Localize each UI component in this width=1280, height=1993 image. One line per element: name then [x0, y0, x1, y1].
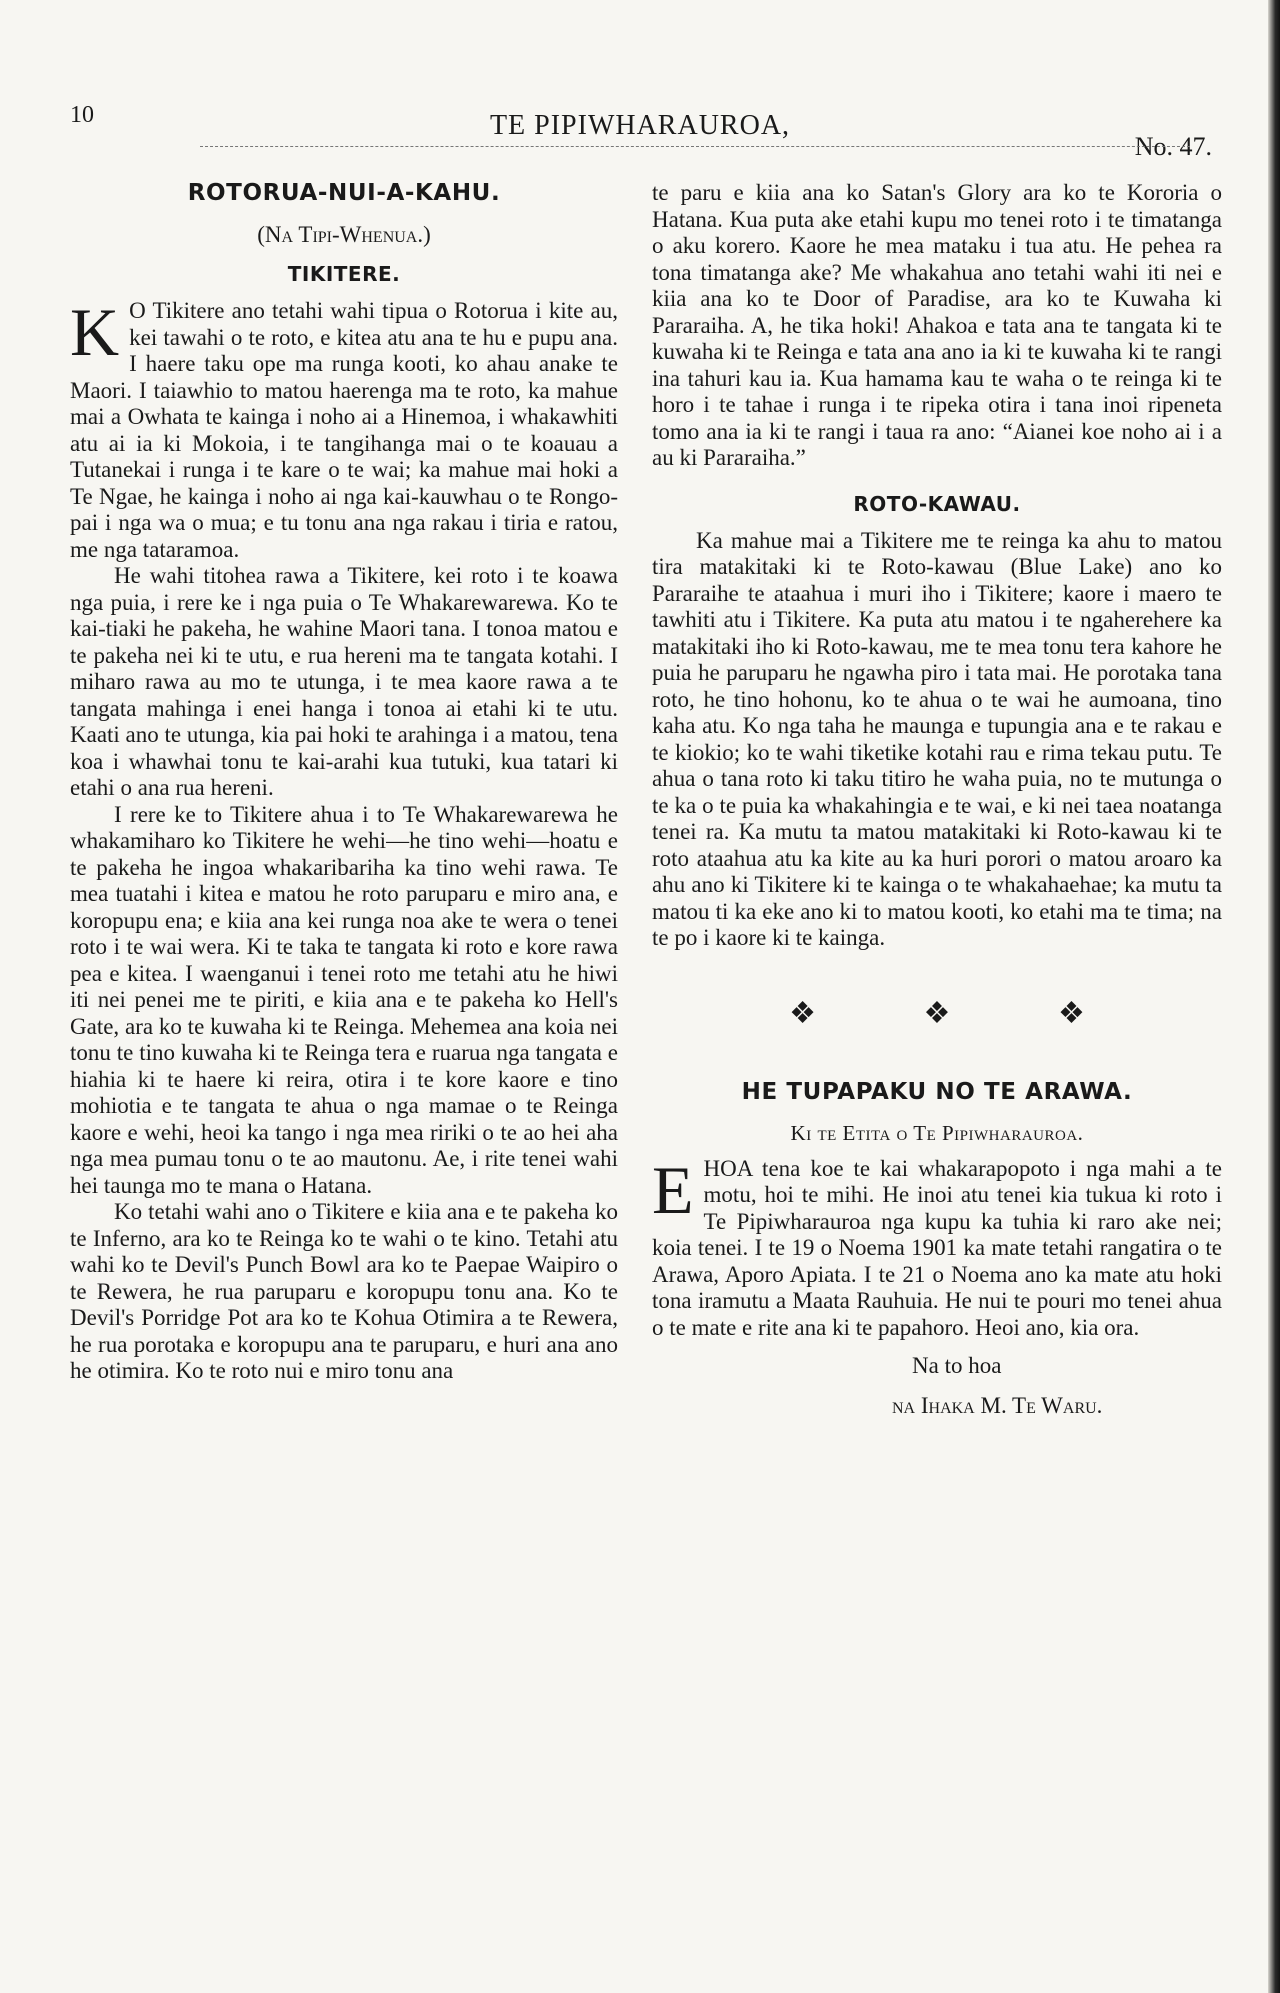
drop-cap: E [652, 1151, 694, 1228]
paragraph: Ka mahue mai a Tikitere me te reinga ka ahu to matou tira matakitaki ki te Roto-kawau (Blue Lake) ano ko Pararaihe te ataahua i muri iho i Tikitere; kaore i maero te tawhiti atu i Tikitere. Ka puta atu matou i te ngaherehere ka matakitaki iho ki Roto-kawau, me te mea tonu tera kahore he puia he paruparu he ngawha piro i tata mai. He porotaka tana roto, he tino hohonu, ko te ahua o te wai he aumoana, tino kaha atu. Ko nga taha he maunga e tupungia ana e te rakau e te kiokio; ko te wahi tiketike kotahi rau e rima tekau putu. Te ahua o tana roto ki taku titiro he waha puia, no te mutunga o te ka o te puia ka whakahingia e te wai, e ki nei taea noatanga tenei ra. Ka mutu ta matou matakitaki ki Roto-kawau ki te roto ataahua atu ka kite au ka huri porori o matou aroaro ka ahu ano ki Tikitere ki te kainga o te whakahaehae; ka mutu ta matou ti ka eke ano ki to matou kooti, ko etahi ma te tima; na te po i kaore ki te kainga. [652, 527, 1222, 950]
signature: na Ihaka M. Te Waru. [892, 1393, 1103, 1418]
paragraph: EHOA tena koe te kai whakarapopoto i nga mahi a te motu, hoi te mihi. He inoi atu tenei kia tukua ki roto i Te Pipiwharauroa nga kupu ka tuhia ki raro ake nei; koia tenei. I te 19 o Noema 1901 ka mate tetahi rangatira o te Arawa, Aporo Apiata. I te 21 o Noema ano ka mate atu hoki tona iramutu a Maata Rauhuia. He nui te pouri mo tenei ahua o te mate e rite ana ki te papahoro. Heoi ano, kia ora. [652, 1151, 1222, 1340]
page-edge-shadow [1268, 0, 1280, 1993]
newspaper-title: TE PIPIWHARAUROA, [489, 110, 791, 141]
section-title-roto-kawau: ROTO-KAWAU. [853, 491, 1021, 516]
paragraph: Ko tetahi wahi ano o Tikitere e kiia ana e te pakeha ko te Inferno, ara ko te Reinga ko te wahi o te kino. Tetahi atu wahi ko te Devil's Punch Bowl ara ko te Paepae Waipiro o te Rewera, he rua paruparu e koropupu tonu ana. Ko te Devil's Porridge Pot ara ko te Kohua Otimira a te Rewera, he rua porotaka e koropupu ana te paruparu, e huri ana ano he otimira. Ko te roto nui e miro tonu ana [70, 1199, 618, 1383]
left-column [70, 180, 618, 1385]
article-title: ROTORUA-NUI-A-KAHU. [187, 180, 501, 206]
paragraph: He wahi titohea rawa a Tikitere, kei roto i te koawa nga puia, i rere ke i nga puia o Te Whakarewarewa. Ko te kai-tiaki he pakeha, he wahine Maori tana. I tonoa matou e te pakeha nei ki te utu, e rua hereni ma te tangata kotahi. I miharo rawa au mo te utunga, i te mea kaore rawa a te tangata mahinga i enei hanga i tonoa ai etahi ki te utu. Kaati ano te utunga, kia pai hoki te arahinga i a matou, tena koa i whawhai tonu te kai-arahi kua tutuki, kua tatari ki etahi o ana rua hereni. [70, 563, 618, 800]
paragraph: K O Tikitere ano tetahi wahi tipua o Rotorua i kite au, kei tawahi o te roto, e kitea atu ana te hu e pupu ana. I haere taku ope ma runga kooti, ko ahau anake te Maori. I taiawhio to matou haerenga ma te roto, ka mahue mai a Owhata te kainga i noho ai a Hinemoa, i whakawhiti atu ai ia ki Mokoia, i te tangihanga mai o te koauau a Tutanekai i runga i te kare o te wai; ka mahue mai hoki a Te Ngae, he kainga i noho ai nga kai-kauwhau o te Rongo-pai i nga wa o mua; e tu tonu ana nga rakau i tiria e ratou, me nga tataramoa. [70, 294, 618, 562]
ornament-divider: ❖ ❖ ❖ [789, 996, 1135, 1030]
issue-number: No. 47. [1134, 132, 1212, 161]
right-column [652, 180, 1222, 1421]
drop-cap: K [70, 294, 120, 370]
section-title-tikitere: TIKITERE. [287, 262, 401, 286]
paragraph: I rere ke to Tikitere ahua i to Te Whakarewarewa he whakamiharo ko Tikitere he wehi—he tino wehi—hoatu e te pakeha he ingoa whakaribariha ka tino wehi rawa. Te mea tuatahi i kitea e matou he roto paruparu e miro ana, e koropupu ena; e kiia ana kei runga noa ake te wera o tenei roto i te wai wera. Ki te taka te tangata ki roto e kore rawa pea e kitea. I waenganui i tenei roto me tetahi atu he hiwi iti nei penei me te piriti, e kiia ana e te pakeha ko Hell's Gate, ara ko te kuwaha ki te Reinga. Mehemea ana koia nei tonu te tino kuwaha ki te Reinga tera e ruarua nga tangata e hiahia ki te haere ki reira, otira i te kore kaore e tino mohiotia e te tangata te ahua o nga mamae o te Reinga kaore e wehi, heoi ka tango i nga mea ririki o te ao hei aha nga mea pumau tonu o te ao mautonu. Ae, i rite tenei wahi hei taunga mo te mana o Hatana. [70, 801, 618, 1198]
header-rule [200, 146, 1190, 147]
page-number: 10 [70, 102, 94, 128]
article-byline: (Na Tipi-Whenua.) [257, 222, 431, 247]
article-title-tupapaku: HE TUPAPAKU NO TE ARAWA. [741, 1078, 1133, 1105]
letter-addressee: Ki te Etita o Te Pipiwharauroa. [790, 1120, 1084, 1145]
paragraph: te paru e kiia ana ko Satan's Glory ara ko te Kororia o Hatana. Kua puta ake etahi kupu mo tenei roto i te timatanga o aku korero. Kaore he mea mataku i tua atu. He pehea ra tona timatanga ake? Me whakahua ano tetahi wahi iti nei e kiia ana ko te Door of Paradise, ara ko te Kuwaha ki Pararaiha. A, he tika hoki! Ahakoa e tata ana te tangata ki te kuwaha ki te Reinga e tata ana ano ia ki te kuwaha ki te rangi ina tahuri kau ia. Kua hamama kau te waha o te reinga ki te horo i te tahae i runga i te ripeka otira i tana inoi ripeneta tomo ana ia ki te rangi i taua ra ano: “Aianei koe noho ai i a au ki Pararaiha.” [652, 180, 1222, 470]
signoff: Na to hoa [912, 1353, 1002, 1378]
